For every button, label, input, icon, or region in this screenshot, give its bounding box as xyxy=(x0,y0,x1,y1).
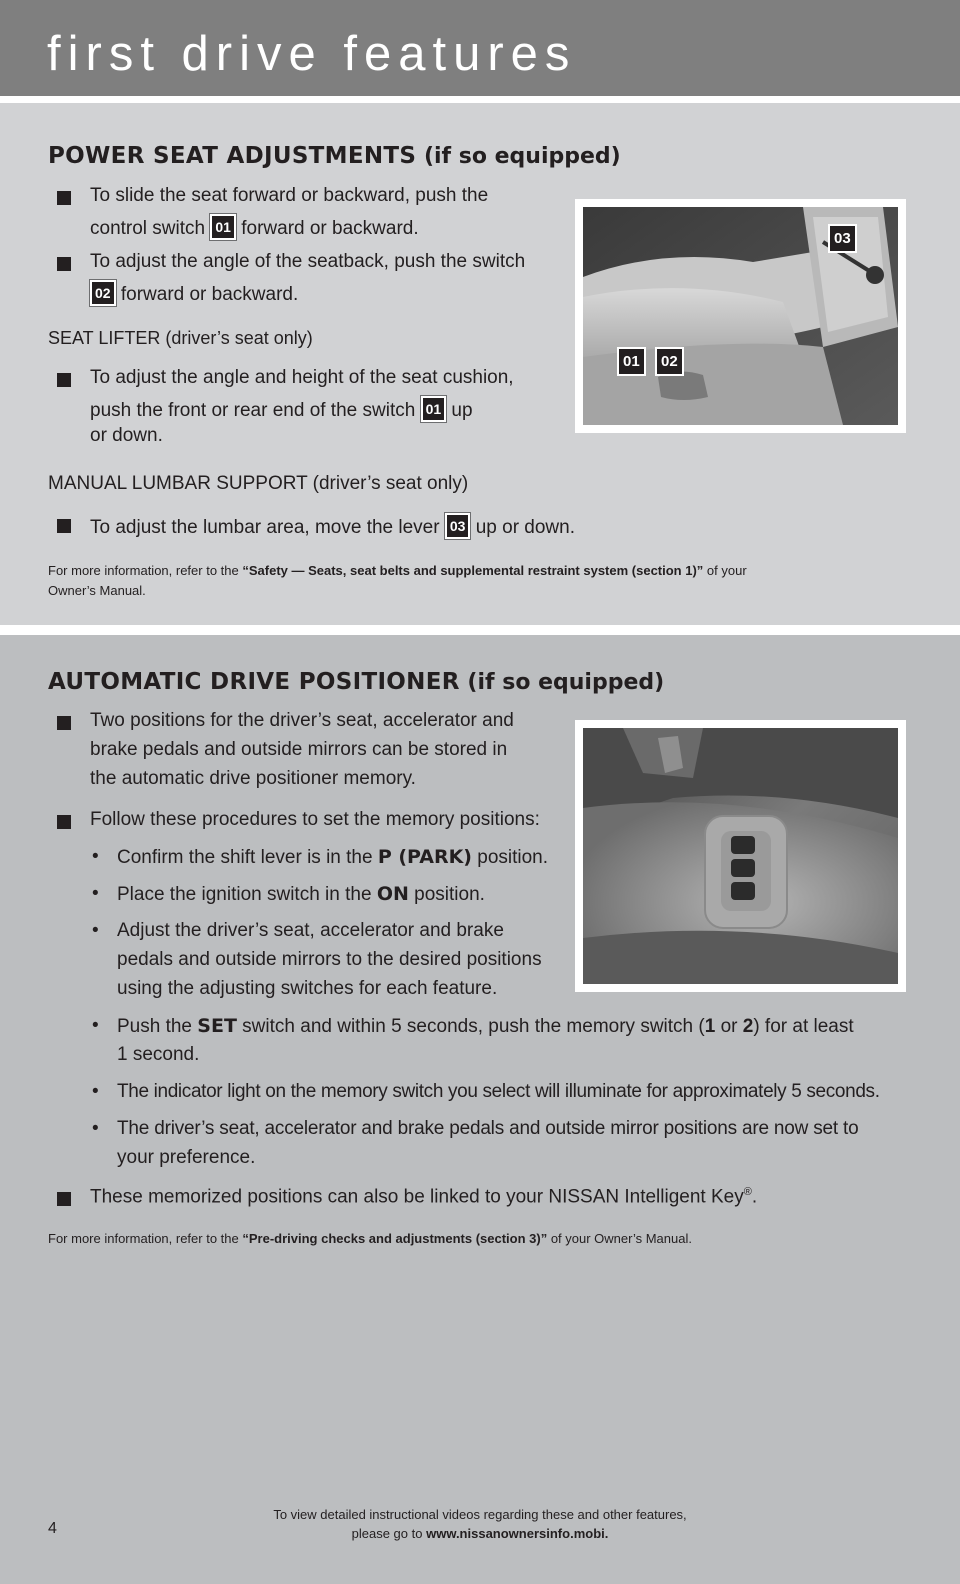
switch-02-badge: 02 xyxy=(90,280,116,306)
bullet-text: To adjust the angle of the seatback, push the switch xyxy=(90,251,526,272)
step-text: Place the ignition switch in the ON position. xyxy=(117,883,485,905)
section1-note: For more information, refer to the “Safety — Seats, seat belts and supplemental restraint system (section 1)” of your Owner’s Manual. xyxy=(48,563,747,599)
bullet-text: To adjust the angle and height of the seat cushion, xyxy=(90,367,514,388)
bullet-text: or down. xyxy=(90,425,163,446)
power-seat-photo xyxy=(575,199,906,433)
bullet-text: To adjust the lumbar area, move the lever 03 up or down. xyxy=(90,513,575,540)
bullet-text: the automatic drive positioner memory. xyxy=(90,768,416,789)
step-text: your preference. xyxy=(117,1147,256,1168)
step-text: Push the SET switch and within 5 seconds, push the memory switch (1 or 2) for at least xyxy=(117,1015,854,1037)
footer-note: To view detailed instructional videos regarding these and other features, please go to www.nissanownersinfo.mobi. xyxy=(273,1507,687,1541)
switch-01-badge: 01 xyxy=(421,396,447,422)
bullet-text: control switch 01 forward or backward. xyxy=(90,214,419,241)
lever-03-badge: 03 xyxy=(445,513,471,539)
page-header xyxy=(0,0,960,96)
power-seat-title: POWER SEAT ADJUSTMENTS (if so equipped) xyxy=(48,143,621,169)
bullet-text: 02 forward or backward. xyxy=(90,280,298,307)
dot-bullet: • xyxy=(92,1118,99,1139)
bullet-text: Follow these procedures to set the memory positions: xyxy=(90,809,540,830)
bullet-square xyxy=(57,519,71,533)
step-text: 1 second. xyxy=(117,1044,200,1065)
dot-bullet: • xyxy=(92,1081,99,1102)
bullet-text: These memorized positions can also be linked to your NISSAN Intelligent Key®. xyxy=(90,1186,758,1208)
photo-badge-02: 02 xyxy=(655,347,684,376)
drive-positioner-title: AUTOMATIC DRIVE POSITIONER (if so equipped) xyxy=(48,669,665,695)
bullet-text: push the front or rear end of the switch 01 up xyxy=(90,396,473,423)
page-number: 4 xyxy=(48,1520,57,1537)
bullet-square xyxy=(57,191,71,205)
section2-note: For more information, refer to the “Pre-driving checks and adjustments (section 3)” of your Owner’s Manual. xyxy=(48,1231,692,1246)
step-text: The driver’s seat, accelerator and brake pedals and outside mirror positions are now set to xyxy=(117,1118,859,1139)
website-link[interactable]: www.nissanownersinfo.mobi. xyxy=(426,1525,609,1541)
seat-lifter-heading: SEAT LIFTER (driver’s seat only) xyxy=(48,328,313,348)
step-text: pedals and outside mirrors to the desired positions xyxy=(117,949,542,970)
lumbar-heading: MANUAL LUMBAR SUPPORT (driver’s seat only) xyxy=(48,473,469,494)
photo-badge-03: 03 xyxy=(828,224,857,253)
photo-badge-01: 01 xyxy=(617,347,646,376)
memory-switch-image xyxy=(583,728,898,984)
bullet-square xyxy=(57,815,71,829)
step-text: The indicator light on the memory switch you select will illuminate for approximately 5 seconds. xyxy=(117,1081,880,1102)
dot-bullet: • xyxy=(92,883,99,904)
bullet-text: Two positions for the driver’s seat, accelerator and xyxy=(90,710,514,731)
dot-bullet: • xyxy=(92,1015,99,1036)
page-title: first drive features xyxy=(47,27,577,81)
bullet-square xyxy=(57,716,71,730)
memory-switch-photo xyxy=(575,720,906,992)
step-text: Confirm the shift lever is in the P (PARK) position. xyxy=(117,846,549,868)
bullet-square xyxy=(57,1192,71,1206)
dot-bullet: • xyxy=(92,846,99,867)
bullet-text: To slide the seat forward or backward, push the xyxy=(90,185,489,206)
bullet-square xyxy=(57,373,71,387)
bullet-square xyxy=(57,257,71,271)
step-text: using the adjusting switches for each feature. xyxy=(117,978,498,999)
dot-bullet: • xyxy=(92,920,99,941)
switch-01-badge: 01 xyxy=(210,214,236,240)
step-text: Adjust the driver’s seat, accelerator and brake xyxy=(117,920,504,941)
bullet-text: brake pedals and outside mirrors can be stored in xyxy=(90,739,508,760)
